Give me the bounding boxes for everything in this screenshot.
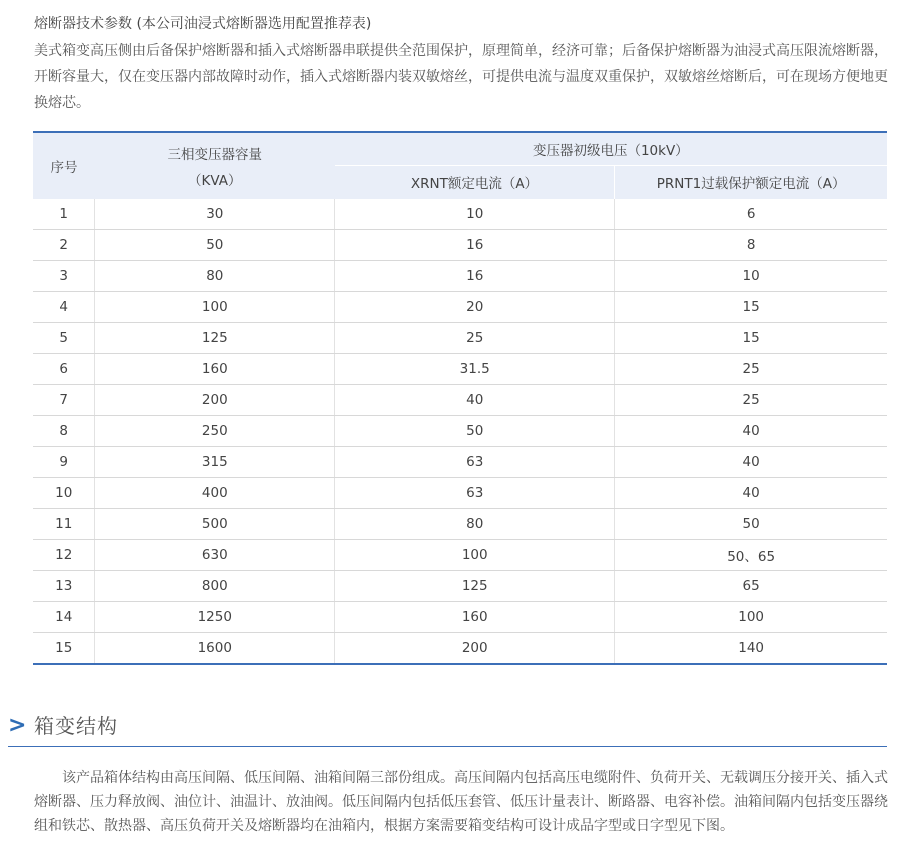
cell-xrnt-current: 100 — [335, 540, 615, 571]
cell-capacity: 250 — [95, 416, 335, 447]
cell-prnt-current: 25 — [615, 354, 887, 385]
cell-index: 2 — [33, 230, 95, 261]
cell-capacity: 200 — [95, 385, 335, 416]
header-voltage-group: 变压器初级电压（10kV） — [335, 132, 887, 165]
cell-index: 14 — [33, 602, 95, 633]
cell-prnt-current: 50、65 — [615, 540, 887, 571]
header-prnt-current: PRNT1过载保护额定电流（A） — [615, 165, 887, 199]
table-row — [33, 602, 887, 633]
cell-index: 10 — [33, 478, 95, 509]
cell-prnt-current: 15 — [615, 323, 887, 354]
cell-index: 11 — [33, 509, 95, 540]
cell-prnt-current: 50 — [615, 509, 887, 540]
section-body: 该产品箱体结构由高压间隔、低压间隔、油箱间隔三部份组成。高压间隔内包括高压电缆附件、负荷开关、无载调压分接开关、插入式熔断器、压力释放阀、油位计、油温计、放油阀。低压间隔内包括低压套管、低压计量表计、断路器、电容补偿。油箱间隔内包括变压器绕组和铁芯、散热器、高压负荷开关及熔断器均在油箱内，根据方案需要箱变结构可设计成品字型或日字型见下图。 — [34, 770, 888, 834]
cell-xrnt-current: 40 — [335, 385, 615, 416]
cell-prnt-current: 65 — [615, 571, 887, 602]
section-header — [8, 710, 887, 747]
table-row — [33, 571, 887, 602]
cell-capacity: 30 — [95, 199, 335, 230]
cell-xrnt-current: 80 — [335, 509, 615, 540]
cell-prnt-current: 6 — [615, 199, 887, 230]
table-row — [33, 323, 887, 354]
table-row — [33, 230, 887, 261]
cell-capacity: 315 — [95, 447, 335, 478]
cell-index: 12 — [33, 540, 95, 571]
cell-capacity: 80 — [95, 261, 335, 292]
cell-capacity: 800 — [95, 571, 335, 602]
cell-prnt-current: 140 — [615, 633, 887, 665]
cell-xrnt-current: 125 — [335, 571, 615, 602]
cell-capacity: 160 — [95, 354, 335, 385]
page-title: 熔断器技术参数 (本公司油浸式熔断器选用配置推荐表) — [34, 16, 372, 32]
cell-xrnt-current: 160 — [335, 602, 615, 633]
table-row — [33, 292, 887, 323]
cell-prnt-current: 15 — [615, 292, 887, 323]
cell-xrnt-current: 31.5 — [335, 354, 615, 385]
cell-index: 9 — [33, 447, 95, 478]
cell-index: 7 — [33, 385, 95, 416]
table-row — [33, 447, 887, 478]
fuse-spec-table — [33, 131, 887, 665]
cell-index: 8 — [33, 416, 95, 447]
header-index: 序号 — [33, 132, 95, 199]
chevron-right-icon: > — [8, 713, 27, 738]
section-title: 箱变结构 — [34, 714, 118, 738]
cell-capacity: 1600 — [95, 633, 335, 665]
cell-index: 15 — [55, 640, 73, 656]
cell-capacity: 100 — [95, 292, 335, 323]
cell-xrnt-current: 16 — [335, 230, 615, 261]
header-capacity: 三相变压器容量 — [95, 132, 335, 165]
intro-paragraph: 美式箱变高压侧由后备保护熔断器和插入式熔断器串联提供全范围保护，原理简单，经济可靠；后备保护熔断器为油浸式高压限流熔断器，开断容量大，仅在变压器内部故障时动作，插入式熔断器内装双敏熔丝，可提供电流与温度双重保护，双敏熔丝熔断后，可在现场方便地更换熔芯。 — [34, 43, 888, 111]
cell-xrnt-current: 63 — [335, 478, 615, 509]
cell-prnt-current: 25 — [615, 385, 887, 416]
header-xrnt-current: XRNT额定电流（A） — [335, 165, 615, 199]
cell-xrnt-current: 50 — [335, 416, 615, 447]
cell-xrnt-current: 10 — [335, 199, 615, 230]
cell-prnt-current: 8 — [615, 230, 887, 261]
cell-prnt-current: 40 — [615, 416, 887, 447]
cell-prnt-current: 10 — [615, 261, 887, 292]
header-capacity-unit: （KVA） — [95, 165, 335, 199]
cell-xrnt-current: 20 — [335, 292, 615, 323]
cell-capacity: 125 — [95, 323, 335, 354]
table-row — [33, 540, 887, 571]
table-subheader-row — [33, 165, 887, 199]
cell-xrnt-current: 200 — [335, 633, 615, 665]
cell-prnt-current: 40 — [615, 478, 887, 509]
cell-capacity: 630 — [95, 540, 335, 571]
table-row — [33, 633, 887, 665]
table-row — [33, 199, 887, 230]
cell-index: 3 — [33, 261, 95, 292]
cell-index: 6 — [33, 354, 95, 385]
table-row — [33, 354, 887, 385]
cell-index: 5 — [33, 323, 95, 354]
table-row — [33, 385, 887, 416]
cell-index: 1 — [33, 199, 95, 230]
cell-xrnt-current: 16 — [335, 261, 615, 292]
cell-capacity: 400 — [95, 478, 335, 509]
table-row — [33, 509, 887, 540]
cell-capacity: 1250 — [95, 602, 335, 633]
cell-index: 4 — [33, 292, 95, 323]
cell-prnt-current: 40 — [615, 447, 887, 478]
cell-index: 13 — [33, 571, 95, 602]
table-header-row — [33, 132, 887, 165]
cell-xrnt-current: 25 — [335, 323, 615, 354]
cell-xrnt-current: 63 — [335, 447, 615, 478]
cell-capacity: 500 — [95, 509, 335, 540]
table-row — [33, 416, 887, 447]
cell-prnt-current: 100 — [615, 602, 887, 633]
table-row — [33, 261, 887, 292]
cell-capacity: 50 — [95, 230, 335, 261]
table-body — [33, 199, 887, 664]
table-row — [33, 478, 887, 509]
